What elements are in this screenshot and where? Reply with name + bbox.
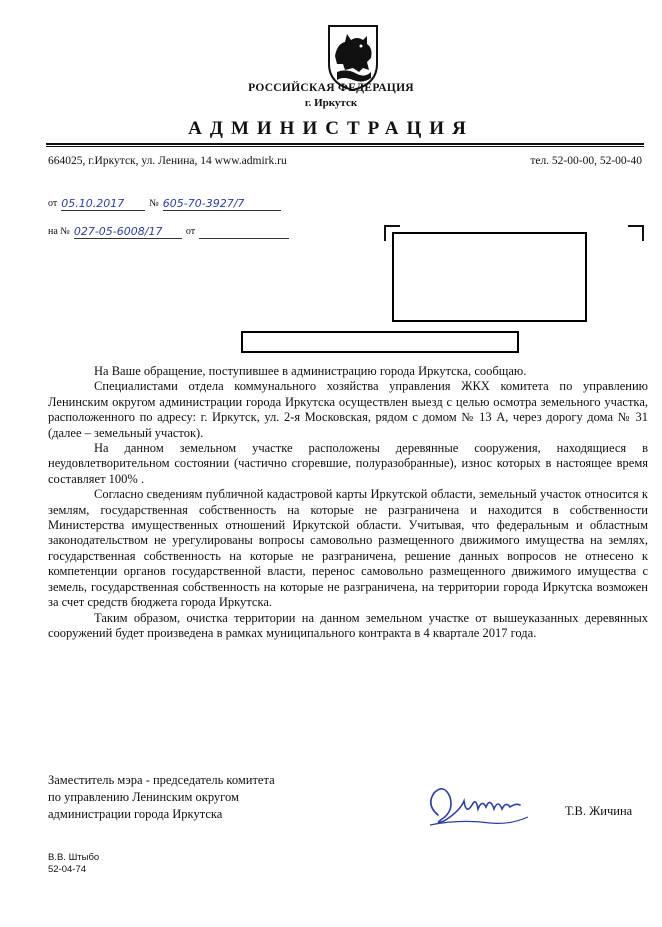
- header-divider: [46, 143, 644, 145]
- reply-number: 027-05-6008/17: [74, 225, 182, 239]
- org-country: РОССИЙСКАЯ ФЕДЕРАЦИЯ: [248, 82, 414, 94]
- paragraph: На Ваше обращение, поступившее в администрацию города Иркутска, сообщаю.: [94, 364, 527, 378]
- from-label: от: [48, 198, 58, 209]
- position-line: администрации города Иркутска: [48, 807, 223, 821]
- redacted-addressee: [392, 232, 587, 322]
- paragraph: Таким образом, очистка территории на данном земельном участке от вышеуказанных деревянных сооружений будет произведена в рамках муниципального контракта в 4 квартале 2017 года.: [48, 610, 648, 640]
- paragraph: На данном земельном участке расположены деревянные сооружения, находящиеся в неудовлетворительном состоянии (частично сгоревшие, полуразобранные), износ которых в настоящее время составляет 100% .: [48, 441, 648, 486]
- signatory-name: Т.В. Жичина: [565, 804, 633, 818]
- org-city: г. Иркутск: [304, 97, 358, 109]
- department-title: АДМИНИСТРАЦИЯ: [188, 118, 474, 139]
- outgoing-date: 05.10.2017: [61, 197, 145, 211]
- executor-info: [48, 852, 99, 876]
- executor-phone: 52-04-74: [48, 864, 87, 875]
- incoming-reference: [48, 221, 308, 239]
- position-line: Заместитель мэра - председатель комитета: [48, 773, 275, 787]
- letter-body: [48, 364, 648, 641]
- redacted-salutation: [241, 331, 519, 353]
- paragraph: Согласно сведениям публичной кадастровой карты Иркутской области, земельный участок относится к землям, государственная собственность на которые не разграничена и находится в собственности Министерства имущественных отношений Иркутской области. Учитывая, что федеральным и областным законодательством не урегулированы вопросы самовольно размещенного движимого имущества на землях, государственная собственность на которые не разграничена, решение данных вопросов не отнесено к компетенции органов государственной власти, перенос самовольно размещенного движимого имущества с земель, государственная собственность на которые не разграничена, на территории города Иркутска возможен за счет средств бюджета города Иркутска.: [48, 487, 648, 610]
- outgoing-reference: [48, 193, 308, 211]
- outgoing-number: 605-70-3927/7: [163, 197, 281, 211]
- address: 664025, г.Иркутск, ул. Ленина, 14 www.admirk.ru: [48, 155, 287, 167]
- paragraph: Специалистами отдела коммунального хозяйства управления ЖКХ комитета по управлению Ленинским округом администрации города Иркутска осуществлен выезд с целью осмотра земельного участка, расположенного по адресу: г. Иркутск, ул. 2-я Московская, рядом с домом № 13 А, через дорогу дома № 31 (далее – земельный участок).: [48, 379, 648, 440]
- reply-date-blank: [199, 225, 289, 239]
- signatory-position: [48, 772, 275, 823]
- position-line: по управлению Ленинским округом: [48, 790, 239, 804]
- executor-name: В.В. Штыбо: [48, 852, 100, 863]
- addressee-corner-right: [628, 225, 644, 241]
- reply-from-label: от: [185, 226, 196, 237]
- reply-label: на №: [48, 226, 70, 237]
- header-divider-thin: [46, 146, 644, 147]
- phone: тел. 52-00-00, 52-00-40: [530, 155, 642, 167]
- handwritten-signature: [420, 775, 540, 837]
- number-label: №: [149, 198, 159, 209]
